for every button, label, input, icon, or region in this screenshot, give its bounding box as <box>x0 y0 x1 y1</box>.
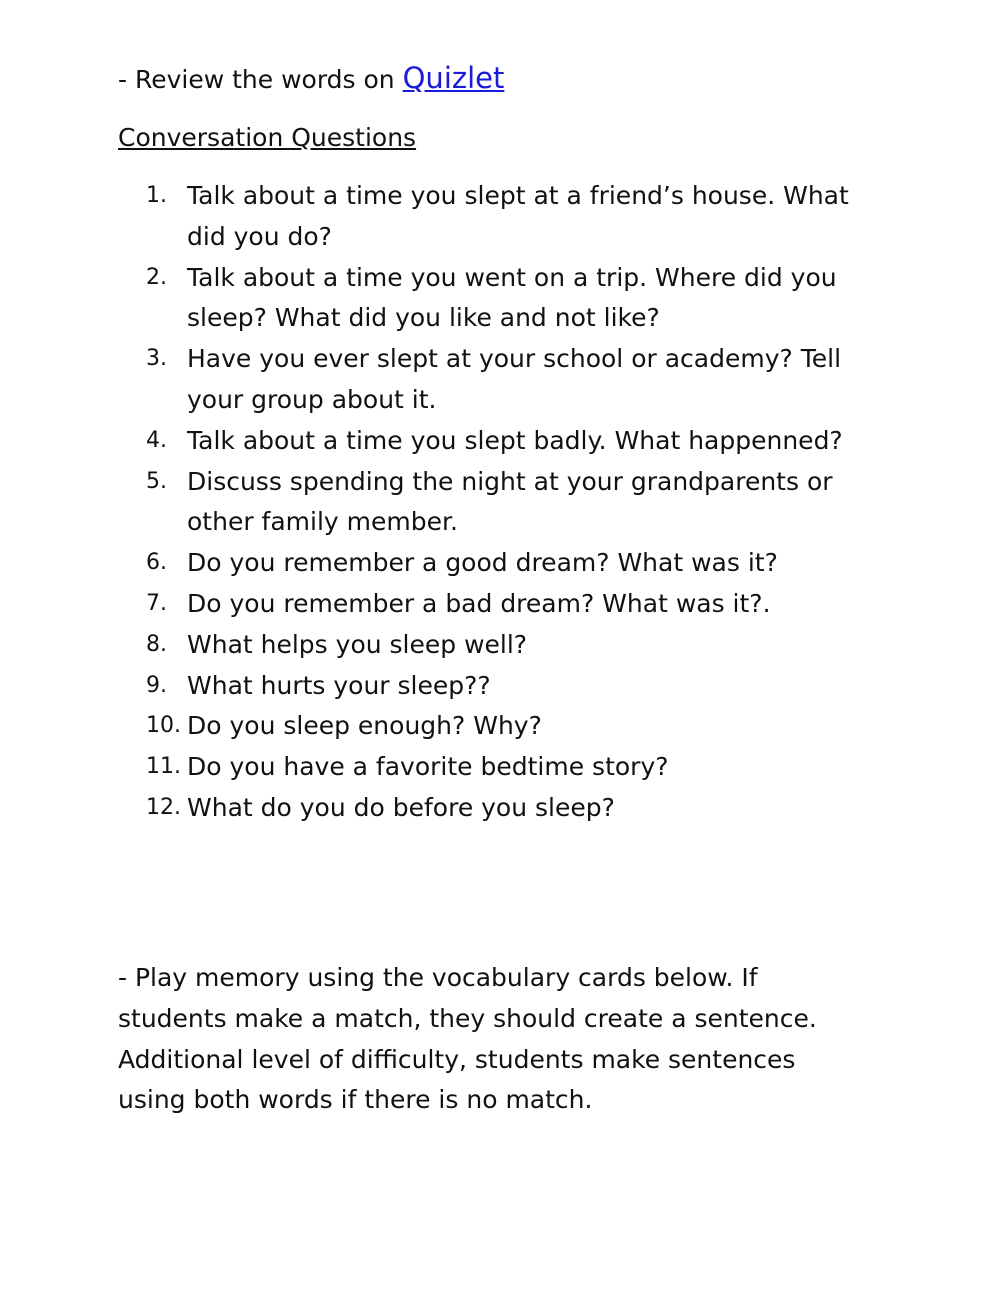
question-text: What hurts your sleep?? <box>187 670 491 700</box>
question-number: 11. <box>146 754 181 780</box>
question-text: What helps you sleep well? <box>187 629 528 659</box>
question-number: 2. <box>146 264 167 290</box>
review-instruction-text: - Review the words on <box>118 65 403 94</box>
question-item <box>146 625 886 666</box>
question-number: 7. <box>146 590 167 616</box>
question-item <box>146 176 886 258</box>
conversation-questions-list <box>146 176 886 829</box>
question-text: What do you do before you sleep? <box>187 792 615 822</box>
question-item <box>146 788 886 829</box>
question-item <box>146 543 886 584</box>
question-text: Have you ever slept at your school or academy? Tell your group about it. <box>187 344 842 414</box>
question-number: 12. <box>146 794 181 820</box>
question-number: 9. <box>146 672 167 698</box>
question-item <box>146 462 886 544</box>
question-text: Do you remember a good dream? What was it? <box>187 548 778 578</box>
question-number: 4. <box>146 427 167 453</box>
question-number: 3. <box>146 346 167 372</box>
section-heading: Conversation Questions <box>118 123 417 152</box>
question-text: Discuss spending the night at your grandparents or other family member. <box>187 466 833 537</box>
quizlet-link[interactable]: Quizlet <box>402 61 505 95</box>
question-item <box>146 747 886 788</box>
question-text: Talk about a time you slept badly. What happenned? <box>187 425 843 455</box>
question-text: Talk about a time you slept at a friend’s house. What did you do? <box>187 181 849 251</box>
question-number: 8. <box>146 631 167 657</box>
question-text: Do you sleep enough? Why? <box>187 711 542 741</box>
question-text: Do you have a favorite bedtime story? <box>187 752 669 782</box>
question-item <box>146 706 886 747</box>
memory-game-instructions: - Play memory using the vocabulary cards below. If students make a match, they should create a sentence. Additional level of difficulty, students make sentences using both words if there is no match. <box>118 963 817 1115</box>
question-item <box>146 584 886 625</box>
question-item <box>146 339 886 421</box>
question-number: 1. <box>146 183 167 208</box>
question-number: 10. <box>146 713 181 739</box>
question-number: 5. <box>146 468 167 494</box>
question-item <box>146 421 886 462</box>
question-item <box>146 666 886 707</box>
review-instruction <box>118 58 504 100</box>
question-number: 6. <box>146 550 167 576</box>
question-item <box>146 258 886 340</box>
question-text: Do you remember a bad dream? What was it?. <box>187 588 771 618</box>
question-text: Talk about a time you went on a trip. Where did you sleep? What did you like and not like? <box>187 262 837 333</box>
